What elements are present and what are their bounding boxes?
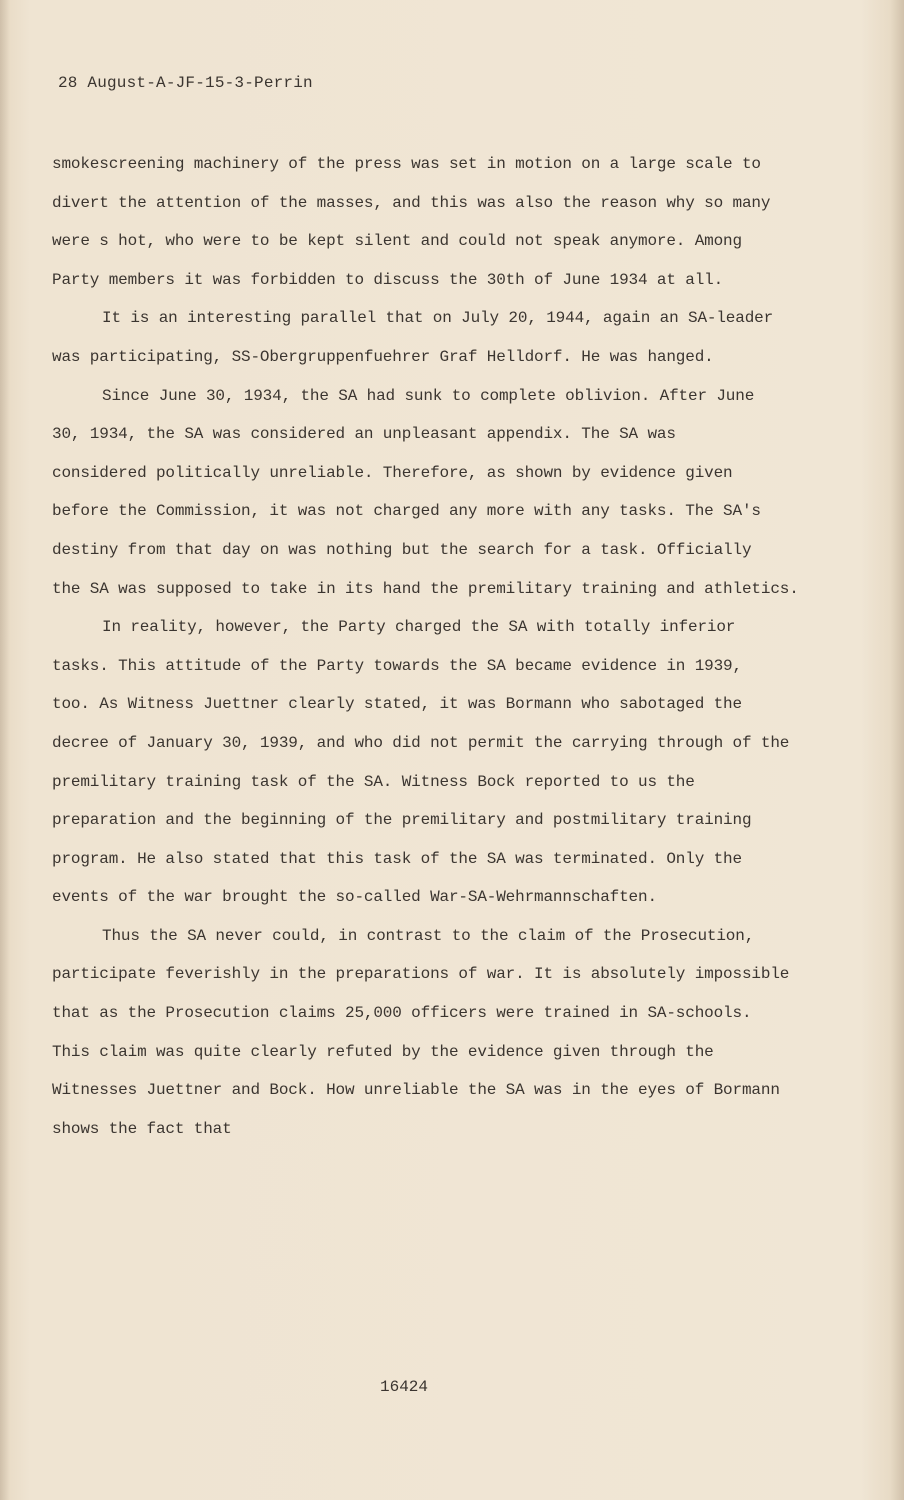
- text-line: tasks. This attitude of the Party towards the SA became evidence in 1939,: [52, 656, 742, 675]
- page-right-edge: [890, 0, 904, 1500]
- text-line: destiny from that day on was nothing but the search for a task. Officially: [52, 540, 752, 559]
- text-line: decree of January 30, 1939, and who did not permit the carrying through of the: [52, 733, 790, 752]
- text-line: program. He also stated that this task of the SA was terminated. Only the: [52, 849, 742, 868]
- text-line: This claim was quite clearly refuted by the evidence given through the: [52, 1042, 714, 1061]
- text-line: before the Commission, it was not charged any more with any tasks. The SA's: [52, 502, 761, 521]
- text-line: too. As Witness Juettner clearly stated, it was Bormann who sabotaged the: [52, 695, 742, 714]
- page-number: 16424: [380, 1378, 429, 1396]
- text-line: divert the attention of the masses, and this was also the reason why so many: [52, 193, 771, 212]
- text-line: smokescreening machinery of the press was set in motion on a large scale to: [52, 155, 761, 173]
- text-line: premilitary training task of the SA. Witness Bock reported to us the: [52, 772, 695, 791]
- page-left-edge: [0, 0, 10, 1500]
- text-line: considered politically unreliable. Therefore, as shown by evidence given: [52, 463, 733, 482]
- text-line: shows the fact that: [52, 1119, 232, 1138]
- text-line: events of the war brought the so-called War-SA-Wehrmannschaften.: [52, 888, 657, 907]
- text-line: Thus the SA never could, in contrast to the claim of the Prosecution,: [102, 926, 755, 945]
- text-line: It is an interesting parallel that on July 20, 1944, again an SA-leader: [102, 309, 774, 328]
- text-line: preparation and the beginning of the premilitary and postmilitary training: [52, 811, 752, 830]
- text-line: that as the Prosecution claims 25,000 officers were trained in SA-schools.: [52, 1004, 752, 1023]
- document-reference: 28 August-A-JF-15-3-Perrin: [58, 74, 313, 92]
- body-text: [52, 150, 832, 1153]
- text-line: Since June 30, 1934, the SA had sunk to complete oblivion. After June: [102, 386, 755, 405]
- text-line: the SA was supposed to take in its hand the premilitary training and athletics.: [52, 579, 799, 598]
- text-line: In reality, however, the Party charged the SA with totally inferior: [102, 618, 736, 637]
- text-line: Party members it was forbidden to discuss the 30th of June 1934 at all.: [52, 270, 724, 289]
- text-line: Witnesses Juettner and Bock. How unreliable the SA was in the eyes of Bormann: [52, 1081, 780, 1100]
- text-line: was participating, SS-Obergruppenfuehrer Graf Helldorf. He was hanged.: [52, 347, 714, 366]
- text-line: participate feverishly in the preparations of war. It is absolutely impossible: [52, 965, 790, 984]
- text-line: 30, 1934, the SA was considered an unpleasant appendix. The SA was: [52, 425, 676, 444]
- text-line: were s hot, who were to be kept silent and could not speak anymore. Among: [52, 232, 742, 251]
